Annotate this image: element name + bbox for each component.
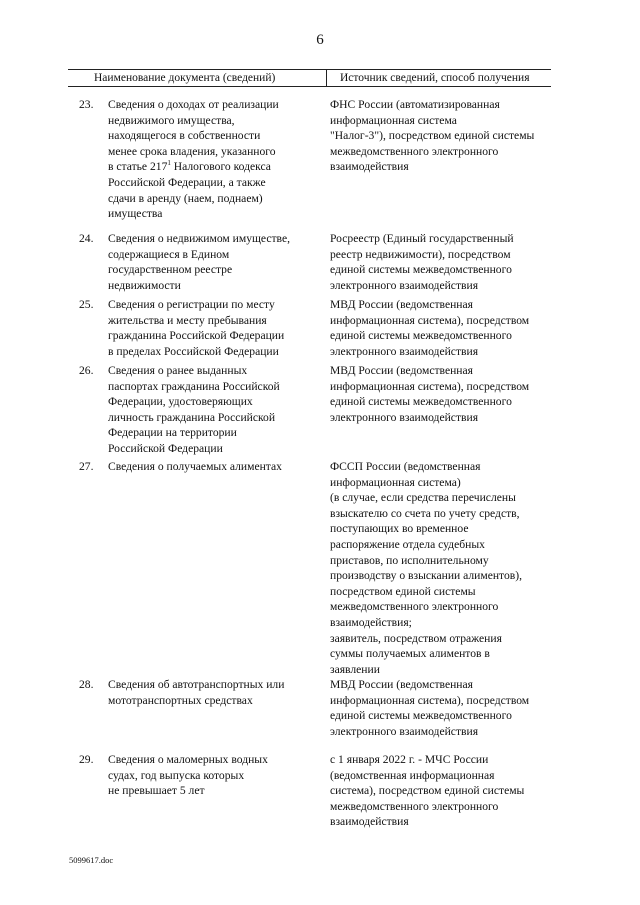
name-line: недвижимого имущества, (108, 113, 235, 127)
source-line: межведомственного электронного (330, 799, 499, 813)
source-line: суммы получаемых алиментов в (330, 647, 490, 661)
name-line: Сведения о ранее выданных (108, 364, 248, 377)
source-line: электронного взаимодействия (330, 724, 479, 738)
source-line: МВД России (ведомственная (330, 298, 473, 311)
row-document-name (108, 752, 308, 799)
row-source (330, 97, 556, 175)
row-number: 29. (79, 753, 94, 766)
source-line: (в случае, если средства перечислены (330, 491, 516, 505)
source-line: единой системы межведомственного (330, 263, 512, 277)
source-line: (ведомственная информационная (330, 768, 495, 782)
row-document-name (108, 231, 308, 293)
source-line: ФНС России (автоматизированная (330, 98, 500, 111)
row-source (330, 459, 556, 677)
name-line: Сведения о получаемых алиментах (108, 460, 282, 473)
name-line: судах, год выпуска которых (108, 768, 245, 782)
row-number: 28. (79, 678, 94, 691)
source-line: информационная система), посредством (330, 693, 530, 707)
source-line: заявитель, посредством отражения (330, 631, 502, 645)
name-line: не превышает 5 лет (108, 784, 205, 798)
name-line: Сведения об автотранспортных или (108, 678, 285, 691)
source-line: "Налог-3"), посредством единой системы (330, 129, 535, 143)
source-line: заявлении (330, 662, 380, 676)
name-line: Федерации, удостоверяющих (108, 395, 253, 409)
source-line: информационная система), посредством (330, 313, 530, 327)
name-line: мототранспортных средствах (108, 693, 253, 707)
source-line: взаимодействия; (330, 615, 412, 629)
row-document-name (108, 459, 308, 475)
name-line: жительства и месту пребывания (108, 313, 267, 327)
source-line: приставов, по исполнительному (330, 553, 489, 567)
name-line: государственном реестре (108, 263, 233, 277)
row-number: 24. (79, 232, 94, 245)
table-header (68, 69, 551, 87)
header-source: Источник сведений, способ получения (340, 72, 530, 84)
row-document-name (108, 677, 308, 708)
row-source (330, 677, 556, 739)
source-line: единой системы межведомственного (330, 709, 512, 723)
source-line: посредством единой системы (330, 584, 476, 598)
name-line: Федерации на территории (108, 426, 237, 440)
source-line: межведомственного электронного (330, 600, 499, 614)
name-line: Сведения о маломерных водных (108, 753, 268, 766)
source-line: электронного взаимодействия (330, 278, 479, 292)
source-line: электронного взаимодействия (330, 410, 479, 424)
name-line: Сведения о доходах от реализации (108, 98, 279, 111)
name-line-part: Налогового кодекса (173, 160, 271, 174)
row-number: 25. (79, 298, 94, 311)
name-line: Сведения о недвижимом имуществе, (108, 232, 291, 245)
source-line: МВД России (ведомственная (330, 364, 473, 377)
source-line: реестр недвижимости), посредством (330, 247, 511, 261)
row-source (330, 231, 556, 293)
source-line: Росреестр (Единый государственный (330, 232, 514, 245)
source-line: взыскателю со счета по учету средств, (330, 506, 520, 520)
header-document-name: Наименование документа (сведений) (94, 72, 276, 84)
footnote-marker: 1 (167, 159, 171, 168)
document-filename-footer: 5099617.doc (69, 855, 114, 865)
source-line: единой системы межведомственного (330, 395, 512, 409)
source-line: ФССП России (ведомственная (330, 460, 481, 473)
row-source (330, 297, 556, 359)
row-number: 27. (79, 460, 94, 473)
name-line: имущества (108, 207, 163, 221)
source-line: поступающих во временное (330, 522, 469, 536)
source-line: информационная система (330, 113, 457, 127)
source-line: производству о взыскании алиментов), (330, 569, 522, 583)
name-line: личность гражданина Российской (108, 410, 276, 424)
row-document-name (108, 363, 308, 457)
name-line-part: в статье 217 (108, 160, 168, 174)
page-number: 6 (316, 32, 324, 48)
name-line-with-footnote (108, 159, 308, 175)
name-line: паспортах гражданина Российской (108, 379, 280, 393)
source-line: МВД России (ведомственная (330, 678, 473, 691)
row-document-name (108, 97, 308, 222)
source-line: взаимодействия (330, 815, 409, 829)
row-source (330, 752, 556, 830)
source-line: распоряжение отдела судебных (330, 537, 485, 551)
name-line: в пределах Российской Федерации (108, 344, 279, 358)
row-source (330, 363, 556, 425)
row-number: 26. (79, 364, 94, 377)
source-line: информационная система) (330, 475, 461, 489)
row-number: 23. (79, 98, 94, 111)
source-line: информационная система), посредством (330, 379, 530, 393)
name-line: гражданина Российской Федерации (108, 329, 285, 343)
name-line: менее срока владения, указанного (108, 144, 276, 158)
name-line: Российской Федерации, а также (108, 175, 266, 189)
source-line: межведомственного электронного (330, 144, 499, 158)
name-line: содержащиеся в Едином (108, 247, 230, 261)
name-line: сдачи в аренду (наем, поднаем) (108, 191, 263, 205)
source-line: с 1 января 2022 г. - МЧС России (330, 753, 489, 766)
source-line: электронного взаимодействия (330, 344, 479, 358)
source-line: система), посредством единой системы (330, 784, 525, 798)
name-line: Сведения о регистрации по месту (108, 298, 275, 311)
row-document-name (108, 297, 308, 359)
source-line: взаимодействия (330, 160, 409, 174)
name-line: недвижимости (108, 278, 181, 292)
name-line: находящегося в собственности (108, 129, 261, 143)
header-column-divider (326, 70, 327, 86)
source-line: единой системы межведомственного (330, 329, 512, 343)
name-line: Российской Федерации (108, 441, 223, 455)
